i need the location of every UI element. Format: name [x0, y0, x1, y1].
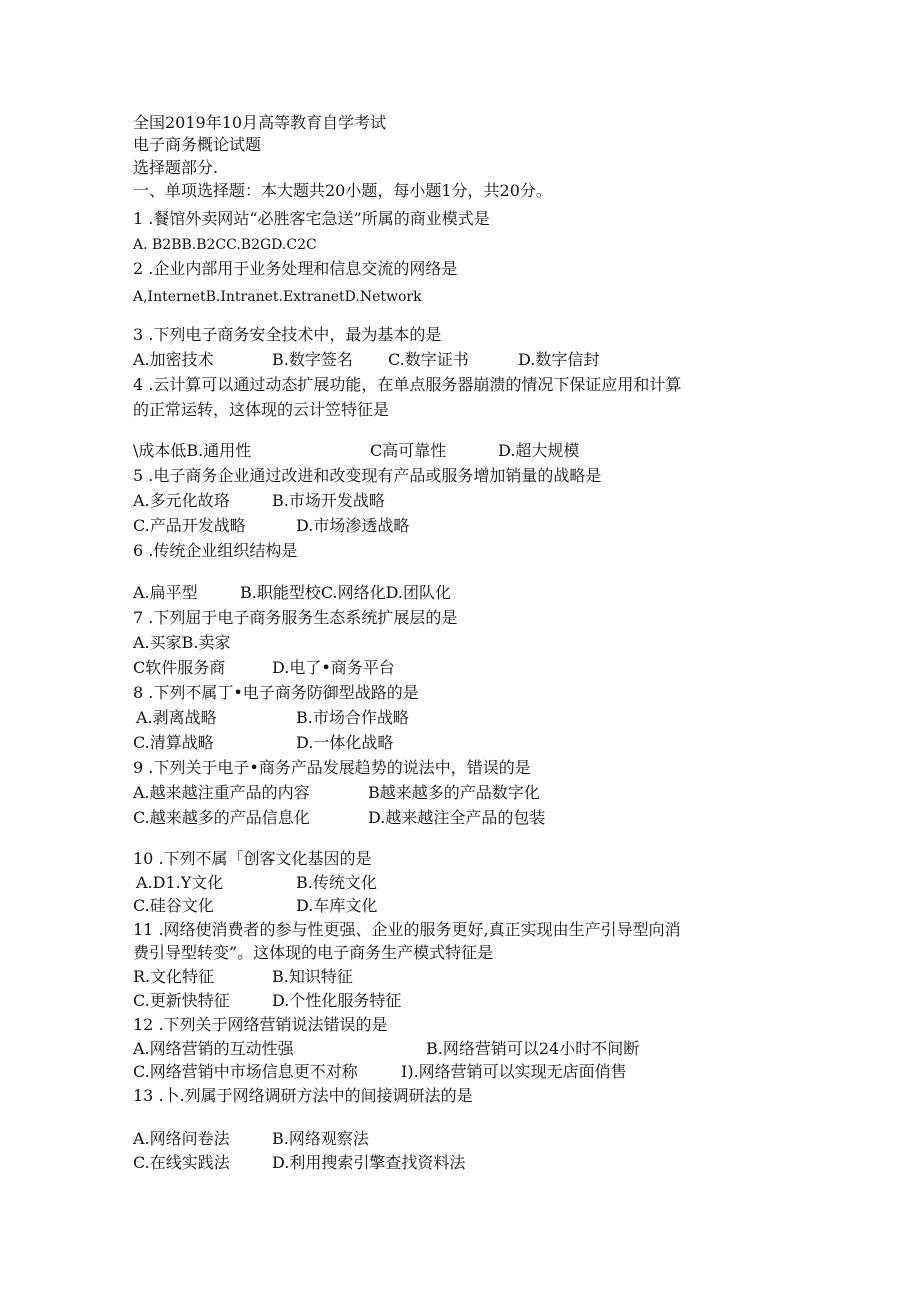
question-11-option-a: R.文化特征 — [133, 967, 215, 986]
question-5-option-c: C.产品开发战略 — [133, 516, 246, 535]
question-13-option-c: C.在线实践法 — [133, 1153, 230, 1172]
question-8-option-b: B.市场合作战略 — [296, 708, 409, 727]
part-label: 选择题部分. — [133, 158, 219, 177]
question-5-option-a: A.多元化故珞 — [133, 491, 230, 510]
exam-title: 全国2019年10月高等教育自学考试 — [133, 113, 387, 132]
question-1-stem: 1 .餐馆外卖网站“必胜客宅急送”所属的商业模式是 — [133, 209, 490, 228]
question-13-option-b: B.网络观察法 — [272, 1129, 369, 1148]
question-13-option-d: D.利用搜索引擎查找资料法 — [272, 1153, 466, 1172]
question-2-options: A,InternetB.Intranet.ExtranetD.Network — [133, 289, 422, 305]
question-3-option-b: B.数字签名 — [272, 350, 353, 369]
question-12-stem: 12 .下列关于网络营销说法错误的是 — [133, 1015, 388, 1034]
question-7-stem: 7 .下列屈于电子商务服务生态系统扩展层的是 — [133, 608, 458, 627]
question-10-option-a: A.D1.Y文化 — [136, 873, 224, 892]
question-1-options: A. B2BB.B2CC.B2GD.C2C — [133, 237, 317, 253]
question-9-option-c: C.越来越多的产品信息化 — [133, 808, 310, 827]
question-9-option-d: D.越来越注全产品的包装 — [368, 808, 546, 827]
question-13-stem: 13 .卜.列属于网络调研方法中的间接调研法的是 — [133, 1086, 473, 1105]
question-4-stem-line2: 的正常运转，这体现的云计笠特征是 — [133, 400, 390, 419]
question-6-stem: 6 .传统企业组织结构是 — [133, 541, 298, 560]
question-9-stem: 9 .下列关于电子•商务产品发展趋势的说法中，错误的是 — [133, 758, 531, 777]
question-3-option-c: C.数字证书 — [388, 350, 469, 369]
question-7-option-d: D.电了•商务平台 — [272, 658, 395, 677]
question-3-stem: 3 .下列电子商务安全技术中，最为基本的是 — [133, 325, 442, 344]
question-6-option-a: A.扁平型 — [133, 583, 198, 602]
question-13-option-a: A.网络问卷法 — [133, 1129, 230, 1148]
question-8-option-c: C.清算战略 — [133, 733, 214, 752]
question-4-stem-line1: 4 .云计算可以通过动态扩展功能，在单点服务器崩溃的情况下保证应用和计算 — [133, 375, 682, 394]
question-3-option-d: D.数字信封 — [518, 350, 600, 369]
question-11-stem-line1: 11 .网络使消费者的参与性更强、企业的服务更好,真正实现由生产引导型向消 — [133, 920, 681, 939]
question-12-option-c: C.网络营销中市场信息更不对称 — [133, 1062, 358, 1081]
question-4-option-d: D.超大规模 — [498, 441, 580, 460]
question-12-option-b: B.网络营销可以24小时不间断 — [426, 1039, 640, 1058]
question-11-option-d: D.个性化服务特征 — [272, 991, 402, 1010]
question-3-option-a: A.加密技术 — [133, 350, 214, 369]
question-7-options-ab: A.买家B.卖家 — [133, 633, 231, 652]
question-9-option-b: B越来越多的产品数字化 — [368, 783, 540, 802]
question-10-stem: 10 .下列不属「创客文化基因的是 — [133, 849, 372, 868]
question-8-option-a: A.剥离战略 — [136, 708, 217, 727]
question-8-option-d: D.一体化战略 — [296, 733, 394, 752]
question-12-option-d: I).网络营销可以实现无店面俏售 — [401, 1062, 627, 1081]
question-2-stem: 2 .企业内部用于业务处理和信息交流的网络是 — [133, 259, 458, 278]
question-7-option-c: C软件服务商 — [133, 658, 226, 677]
question-11-option-b: B.知识特征 — [272, 967, 353, 986]
question-9-option-a: A.越来越注重产品的内容 — [133, 783, 310, 802]
question-12-option-a: A.网络营销的互动性强 — [133, 1039, 294, 1058]
question-11-stem-line2: 费引导型转变”。这体现的电子商务生产模式特征是 — [133, 943, 494, 962]
question-5-option-b: B.市场开发战略 — [272, 491, 385, 510]
question-5-stem: 5 .电子商务企业通过改进和改变现有产品或服务增加销量的战略是 — [133, 466, 602, 485]
exam-subject: 电子商务概论试题 — [133, 135, 262, 154]
question-10-option-c: C.硅谷文化 — [133, 896, 214, 915]
question-8-stem: 8 .下列不属丁•电子商务防御型战路的是 — [133, 683, 419, 702]
section-heading: 一、单项选择题：本大题共20小题，每小题1分，共20分。 — [133, 181, 552, 200]
question-5-option-d: D.市场渗透战略 — [296, 516, 410, 535]
question-4-option-c: C高可靠性 — [370, 441, 447, 460]
question-10-option-d: D.车库文化 — [296, 896, 378, 915]
question-11-option-c: C.更新快特征 — [133, 991, 230, 1010]
question-6-options-bcd: B.职能型校C.网络化D.团队化 — [240, 583, 451, 602]
question-4-options-ab: \成本低B.通用性 — [133, 441, 252, 460]
question-10-option-b: B.传统文化 — [296, 873, 377, 892]
